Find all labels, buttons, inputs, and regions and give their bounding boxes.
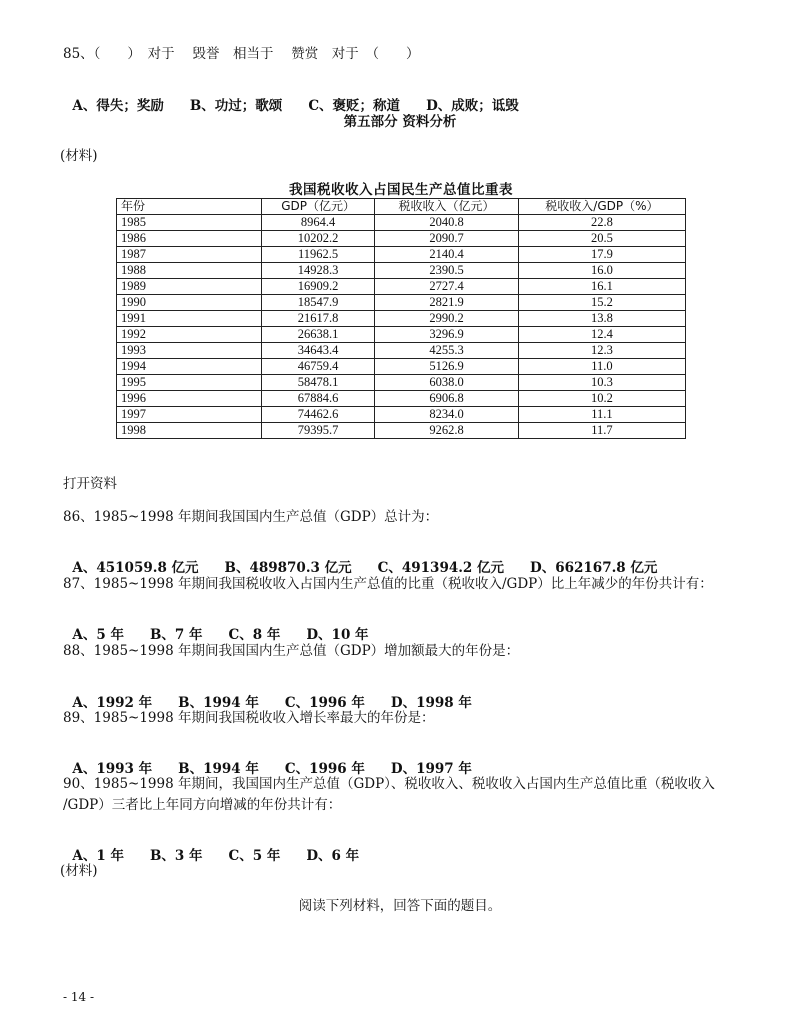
cell-tax: 9262.8 [375,423,519,439]
cell-tax: 2040.8 [375,215,519,231]
table-header-row [117,199,686,215]
q85-option-d: D、成败；诋毁 [426,98,519,114]
cell-gdp: 74462.6 [262,407,375,423]
cell-ratio: 11.1 [518,407,685,423]
q87-option-b: B、7 年 [149,627,203,643]
cell-ratio: 22.8 [518,215,685,231]
cell-tax: 8234.0 [375,407,519,423]
open-material-link[interactable]: 打开资料 [63,476,117,492]
cell-gdp: 8964.4 [262,215,375,231]
q86-option-a: A、451059.8 亿元 [72,560,199,576]
cell-year: 1998 [117,423,262,439]
q85-options [63,79,519,115]
table-row [117,407,686,423]
table-row [117,311,686,327]
cell-gdp: 67884.6 [262,391,375,407]
q88-option-d: D、1998 年 [390,695,472,711]
cell-tax: 5126.9 [375,359,519,375]
q87-option-a: A、5 年 [72,627,124,643]
header-gdp: GDP（亿元） [262,199,375,215]
q90-options [63,829,359,865]
q87-option-c: C、8 年 [228,627,281,643]
cell-ratio: 10.3 [518,375,685,391]
cell-ratio: 13.8 [518,311,685,327]
q86-option-c: C、491394.2 亿元 [377,560,505,576]
q90-option-d: D、6 年 [306,848,360,864]
q86-options [63,541,657,577]
cell-year: 1986 [117,231,262,247]
q87-options [63,608,369,644]
q89-options [63,742,472,778]
q88-option-b: B、1994 年 [178,695,259,711]
header-year: 年份 [117,199,262,215]
cell-gdp: 46759.4 [262,359,375,375]
header-tax: 税收收入（亿元） [375,199,519,215]
q89-option-c: C、1996 年 [284,761,365,777]
q86-option-b: B、489870.3 亿元 [224,560,352,576]
cell-year: 1988 [117,263,262,279]
table-row [117,359,686,375]
section-title: 第五部分 资料分析 [343,114,457,130]
q88-options [63,676,472,712]
cell-ratio: 12.4 [518,327,685,343]
q87-option-d: D、10 年 [306,627,369,643]
cell-ratio: 16.1 [518,279,685,295]
cell-gdp: 58478.1 [262,375,375,391]
q88-stem: 88、1985~1998 年期间我国国内生产总值（GDP）增加额最大的年份是： [63,643,520,659]
q87-stem: 87、1985~1998 年期间我国税收收入占国内生产总值的比重（税收收入/GDP）比上年减少的年份共计有： [63,576,713,592]
cell-year: 1997 [117,407,262,423]
cell-tax: 2821.9 [375,295,519,311]
table-title: 我国税收收入占国民生产总值比重表 [289,182,513,198]
q85-option-b: B、功过；歌颂 [189,98,283,114]
q85-option-c: C、褒贬；称道 [308,98,401,114]
table-row [117,215,686,231]
cell-year: 1996 [117,391,262,407]
cell-tax: 2090.7 [375,231,519,247]
cell-year: 1991 [117,311,262,327]
q90-option-b: B、3 年 [149,848,203,864]
material-label-2: (材料) [60,863,98,879]
cell-ratio: 15.2 [518,295,685,311]
table-row [117,327,686,343]
q89-option-b: B、1994 年 [178,761,259,777]
q90-option-a: A、1 年 [72,848,124,864]
q90-stem-line2: /GDP）三者比上年同方向增减的年份共计有： [63,797,342,813]
cell-gdp: 14928.3 [262,263,375,279]
q85-stem: 85、（ ） 对于 毁誉 相当于 赞赏 对于 （ ） [63,46,420,62]
cell-tax: 4255.3 [375,343,519,359]
tax-gdp-table [116,198,686,439]
table-body [117,215,686,439]
q85-option-a: A、得失；奖励 [72,98,164,114]
cell-ratio: 16.0 [518,263,685,279]
cell-gdp: 21617.8 [262,311,375,327]
cell-ratio: 17.9 [518,247,685,263]
table-row [117,375,686,391]
cell-gdp: 10202.2 [262,231,375,247]
cell-ratio: 10.2 [518,391,685,407]
tax-table-block [116,182,686,439]
table-row [117,295,686,311]
header-ratio: 税收收入/GDP（%） [518,199,685,215]
q89-option-a: A、1993 年 [72,761,153,777]
cell-year: 1995 [117,375,262,391]
cell-gdp: 18547.9 [262,295,375,311]
q88-option-a: A、1992 年 [72,695,153,711]
cell-tax: 3296.9 [375,327,519,343]
cell-ratio: 11.0 [518,359,685,375]
cell-tax: 2390.5 [375,263,519,279]
cell-tax: 2990.2 [375,311,519,327]
cell-tax: 6906.8 [375,391,519,407]
cell-gdp: 79395.7 [262,423,375,439]
table-row [117,231,686,247]
material-label-1: (材料) [60,148,98,164]
cell-gdp: 11962.5 [262,247,375,263]
cell-year: 1989 [117,279,262,295]
table-row [117,423,686,439]
q89-option-d: D、1997 年 [390,761,472,777]
cell-year: 1992 [117,327,262,343]
table-row [117,391,686,407]
cell-tax: 2727.4 [375,279,519,295]
q90-option-c: C、5 年 [228,848,281,864]
table-row [117,343,686,359]
table-row [117,279,686,295]
q89-stem: 89、1985~1998 年期间我国税收收入增长率最大的年份是： [63,710,435,726]
cell-year: 1994 [117,359,262,375]
table-row [117,263,686,279]
cell-gdp: 16909.2 [262,279,375,295]
cell-tax: 2140.4 [375,247,519,263]
cell-ratio: 12.3 [518,343,685,359]
q88-option-c: C、1996 年 [284,695,365,711]
q86-stem: 86、1985~1998 年期间我国国内生产总值（GDP）总计为： [63,509,439,525]
table-row [117,247,686,263]
cell-gdp: 26638.1 [262,327,375,343]
cell-ratio: 20.5 [518,231,685,247]
cell-gdp: 34643.4 [262,343,375,359]
cell-year: 1987 [117,247,262,263]
q90-stem-line1: 90、1985~1998 年期间，我国国内生产总值（GDP）、税收收入、税收收入占国内生产总值比重（税收收入 [63,776,715,792]
instruction-text: 阅读下列材料，回答下面的题目。 [298,898,502,914]
cell-ratio: 11.7 [518,423,685,439]
cell-year: 1985 [117,215,262,231]
cell-year: 1990 [117,295,262,311]
q86-option-d: D、662167.8 亿元 [530,560,658,576]
cell-year: 1993 [117,343,262,359]
cell-tax: 6038.0 [375,375,519,391]
page-number: - 14 - [63,990,95,1004]
